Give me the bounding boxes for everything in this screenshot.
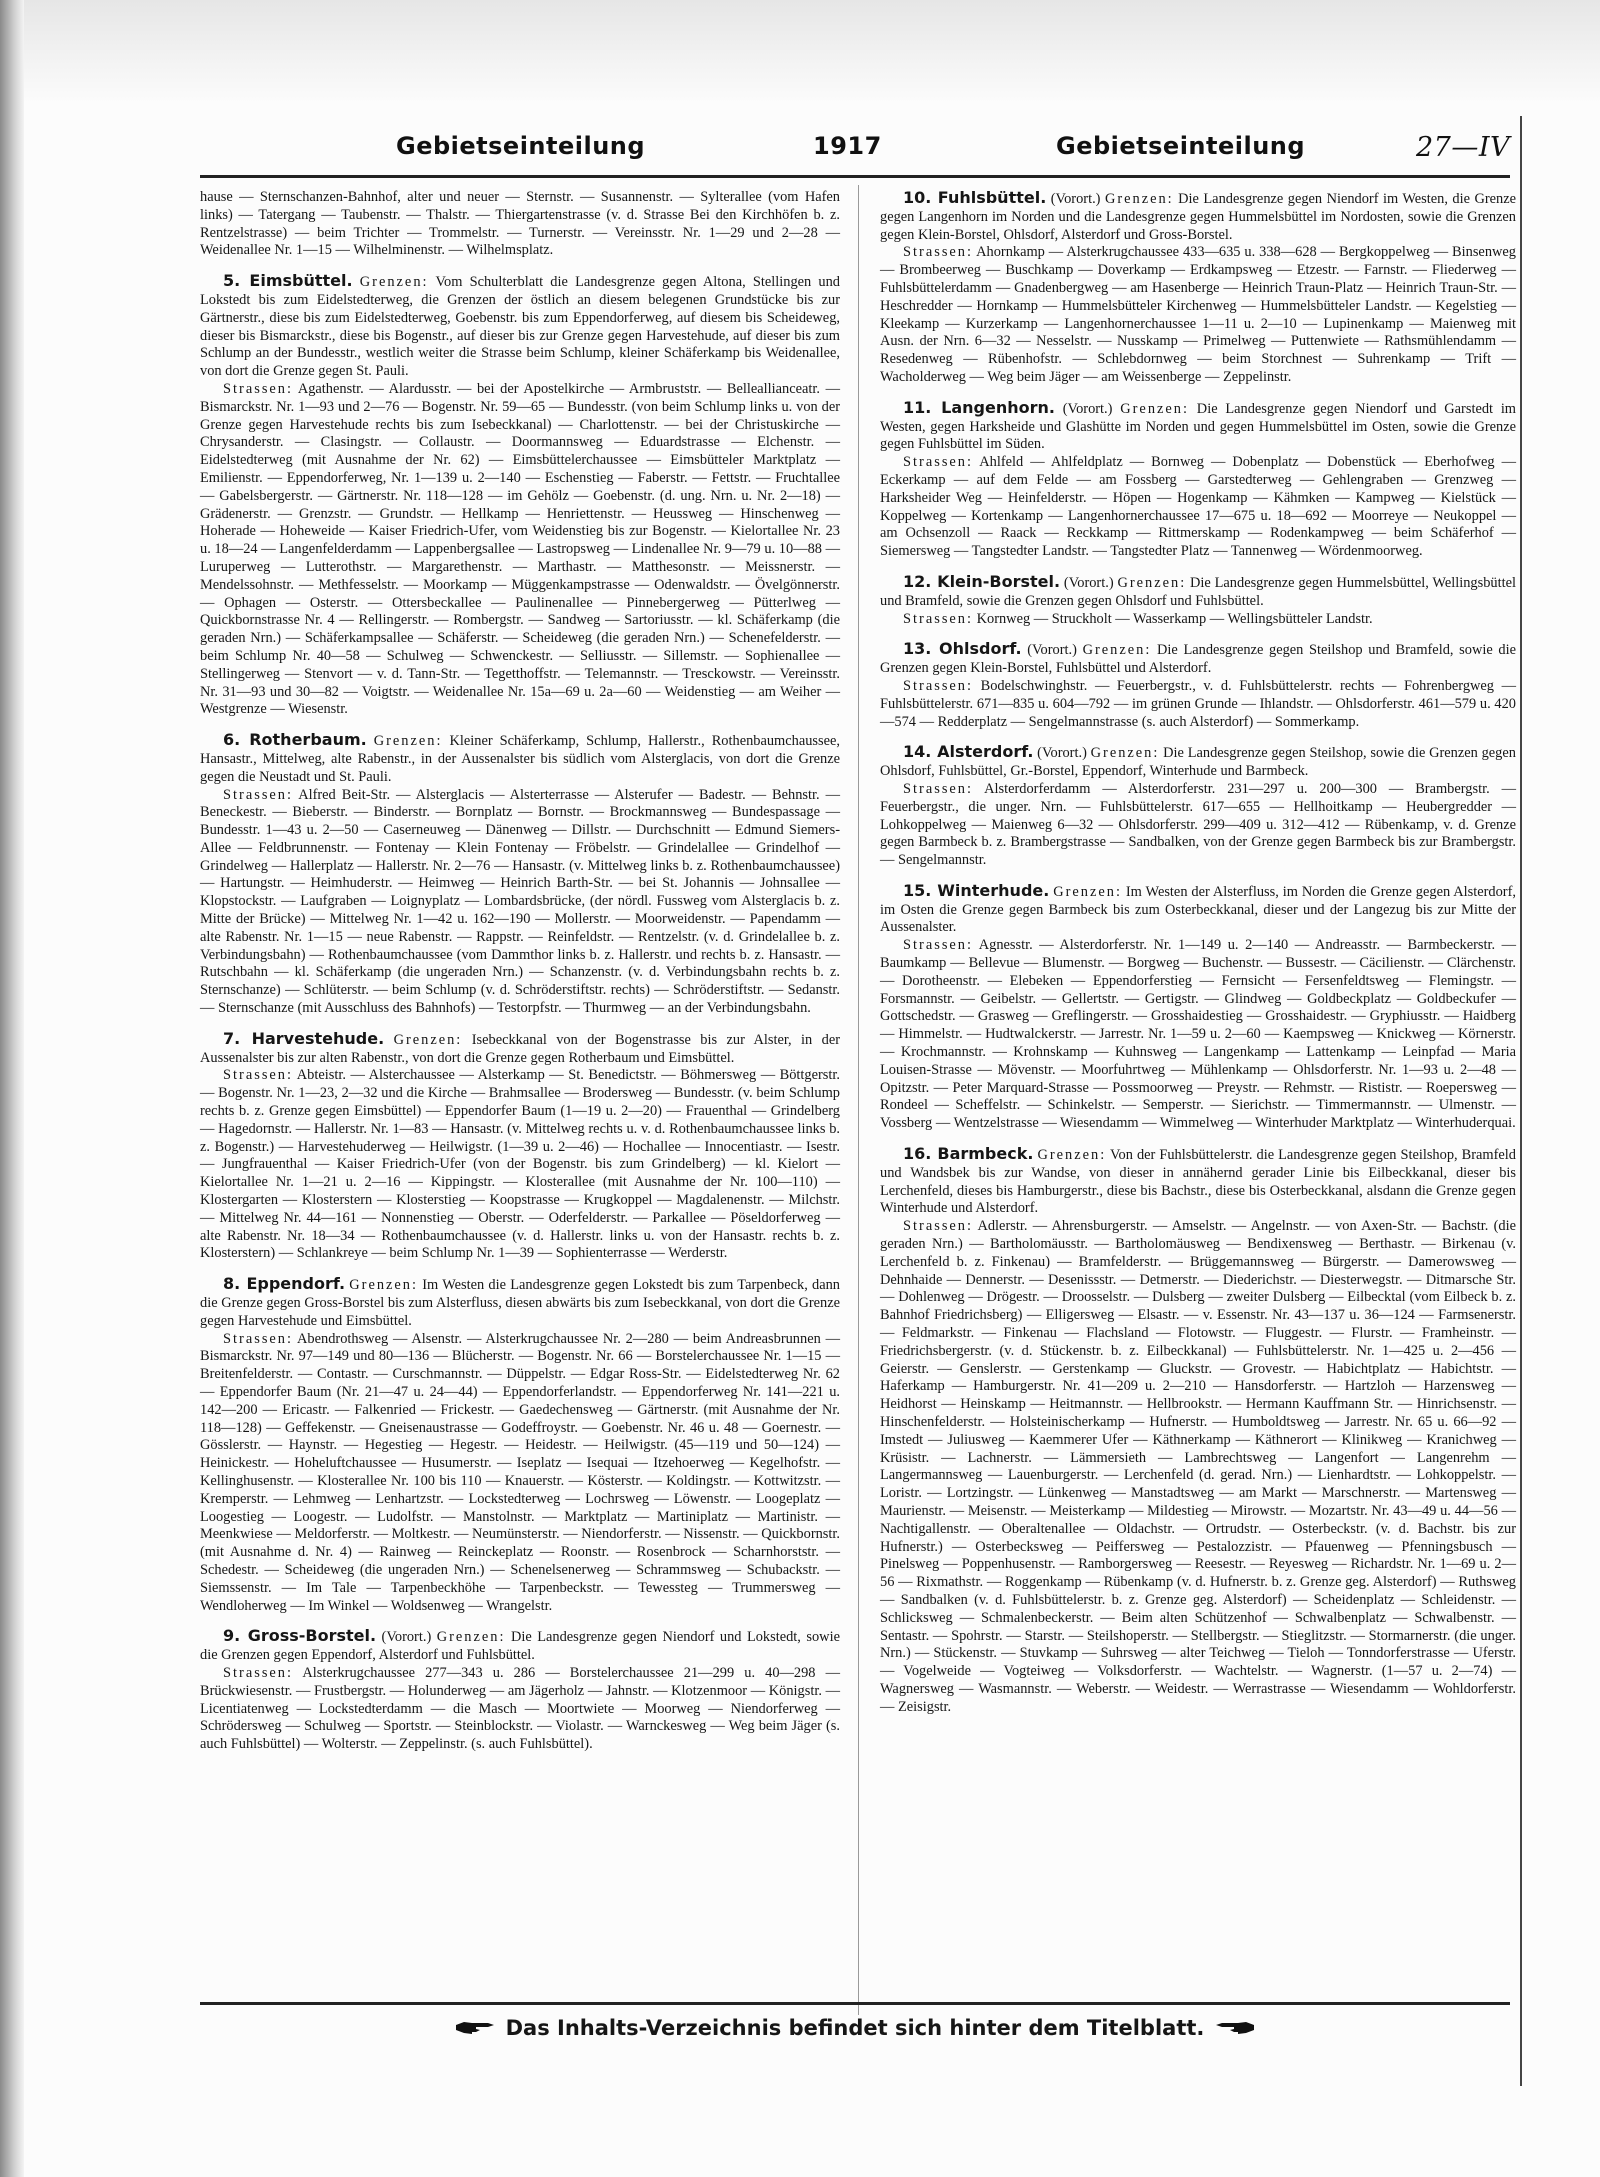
district-title: 9. Gross-Borstel.	[223, 1626, 377, 1646]
district-borders	[880, 189, 1516, 244]
district-borders	[880, 640, 1516, 678]
district-borders	[880, 399, 1516, 454]
district-streets	[880, 611, 1516, 629]
pointing-hand-right-icon	[454, 2017, 498, 2042]
scan-shadow-top	[0, 0, 1600, 104]
borders-text: Die Landesgrenze gegen Niendorf im Westen, die Grenze gegen Langenhorn im Norden und die Landesgrenze gegen Hummelsbüttel im Nordosten, sowie die Grenzen gegen Klein-Borstel, Ohlsdorf, Alsterdorf und Gross-Borstel.	[880, 191, 1517, 243]
borders-text: Im Westen die Landesgrenze gegen Lokstedt bis zum Tarpenbeck, dann die Grenze gegen Gross-Borstel bis zum Alsterfluss, diesen abwärts bis zum Isebeckkanal, von dort die Grenze gegen Harvestehude und Eimsbüttel.	[200, 1277, 841, 1329]
streets-text: Alfred Beit-Str. — Alsterglacis — Alsterterrasse — Alsterufer — Badestr. — Behnstr. — Beneckestr. — Bieberstr. — Binderstr. — Bornplatz — Bornstr. — Brockmannsweg — Bundespassage — Bundesstr. 1—43 u. 2—50 — Caserneuweg — Dänenweg — Dillstr. — Durchschnitt — Edmund Siemers-Allee — Feldbrunnenstr. — Fontenay — Klein Fontenay — Fröbelstr. — Grindelallee — Grindelhof — Grindelweg — Hallerplatz — Hallerstr. Nr. 2—76 — Hansastr. (v. Mittelweg links b. z. Rothenbaumchaussee) — Hartungstr. — Heimhuderstr. — Heimweg — Heinrich Barth-Str. — bei St. Johannis — Johnsallee — Klopstockstr. — Laufgraben — Loignyplatz — Lombardsbrücke, (der nördl. Fussweg vom Alsterglacis b. z. Mitte der Brücke) — Mittelweg Nr. 1—42 u. 162—190 — Mollerstr. — Moorweidenstr. — Papendamm — alte Rabenstr. Nr. 1—15 — neue Rabenstr. — Rappstr. — Reinfeldstr. — Rentzelstr. (v. d. Grindelallee b. z. Verbindungsbahn) — Rothenbaumchaussee (vom Dammthor links b. z. Hallerstr. und rechts b. z. Hansastr. — Rutschbahn — kl. Schäferkamp (die ungeraden Nrn.) — Schanzenstr. (v. d. Verbindungsbahn rechts b. z. Sternschanze) — Schlüterstr. — beim Schlump (v. d. Schröderstiftstr. rechts) — Schröderstiftstr. — Sedanstr. — Sternschanze (mit Ausschluss des Bahnhofs) — Testorpfstr. — Thurmweg — an der Verbindungsbahn.	[200, 786, 840, 1017]
district-streets	[200, 1331, 840, 1616]
page-header	[200, 132, 1510, 172]
district-title: 10. Fuhlsbüttel.	[903, 188, 1047, 207]
district-borders	[880, 573, 1516, 611]
district-section-winterhude	[880, 882, 1516, 1133]
district-streets	[200, 787, 840, 1018]
district-prefix: (Vorort.)	[1062, 400, 1113, 417]
district-title: 14. Alsterdorf.	[903, 742, 1034, 762]
borders-text: Isebeckkanal von der Bogenstrasse bis zur Alster, in der Aussenalster bis zur alten Rabenstr., von dort die Grenze gegen Rotherbaum und Eimsbüttel.	[200, 1031, 841, 1066]
streets-label: Strassen:	[223, 1330, 293, 1347]
borders-label: Grenzen:	[1117, 574, 1187, 591]
district-streets	[880, 678, 1516, 731]
district-borders	[200, 1627, 840, 1665]
district-streets	[880, 1218, 1516, 1716]
district-title: 12. Klein-Borstel.	[903, 571, 1061, 591]
header-center-title: Gebietseinteilung	[1056, 132, 1306, 160]
borders-text: Kleiner Schäferkamp, Schlump, Hallerstr., Rothenbaumchaussee, Hansastr., Mittelweg, alte Rabenstr., in der Aussenalster bis südlich vom Alsterglacis, von dort die Grenze gegen die Neustadt und St. Pauli.	[200, 733, 840, 785]
borders-text: Die Landesgrenze gegen Steilshop, sowie die Grenzen gegen Ohlsdorf, Fuhlsbüttel, Gr.-Borstel, Eppendorf, Winterhude und Barmbeck.	[880, 745, 1516, 780]
borders-label: Grenzen:	[1037, 1147, 1107, 1164]
district-section-eimsbuettel	[200, 272, 840, 719]
borders-label: Grenzen:	[1082, 642, 1152, 659]
district-borders	[880, 882, 1516, 937]
borders-label: Grenzen:	[1120, 400, 1189, 417]
district-prefix: (Vorort.)	[1063, 574, 1114, 591]
district-title: 11. Langenhorn.	[903, 397, 1055, 417]
district-prefix: (Vorort.)	[1037, 745, 1087, 762]
streets-label: Strassen:	[223, 380, 293, 397]
borders-label: Grenzen:	[393, 1031, 463, 1048]
district-prefix: (Vorort.)	[1050, 191, 1101, 207]
district-borders	[880, 1145, 1516, 1218]
borders-text: Von der Fuhlsbüttelerstr. die Landesgrenze gegen Steilshop, Bramfeld und Wandsbek bis zur Wandse, von dieser in annähernd gerader Linie bis Eilbeckkanal, dieser bis Lerchenfeld, dieses bis Hamburgerstr., diese bis Bachstr., diese bis Osterbeckkanal, alsdann die Grenze gegen Winterhude und Alsterdorf.	[880, 1147, 1516, 1217]
district-section-barmbeck	[880, 1145, 1516, 1717]
borders-text: Die Landesgrenze gegen Niendorf und Lokstedt, sowie die Grenzen gegen Eppendorf, Alsterdorf und Fuhlsbüttel.	[200, 1629, 840, 1664]
borders-label: Grenzen:	[1104, 191, 1174, 207]
streets-text: Bodelschwinghstr. — Feuerbergstr., v. d. Fuhlsbüttelerstr. rechts — Fohrenbergweg — Fuhlsbüttelerstr. 671—835 u. 604—792 — im grünen Grunde — Ihlandstr. — Ohlsdorferstr. 461—579 u. 420—574 — Redderplatz — Sengelmannstrasse (s. auch Alsterdorf) — Sommerkamp.	[880, 677, 1516, 730]
borders-label: Grenzen:	[1053, 883, 1122, 900]
district-borders	[200, 731, 840, 786]
streets-label: Strassen:	[903, 610, 973, 627]
district-streets	[880, 454, 1516, 561]
left-column	[200, 189, 840, 1766]
borders-label: Grenzen:	[1090, 745, 1160, 762]
continuation-text: hause — Sternschanzen-Bahnhof, alter und neuer — Sternstr. — Susannenstr. — Sylterallee (vom Hafen links) — Tatergang — Taubenstr. — Thalstr. — Thiergartenstrasse (v. d. Strasse Bei den Kirchhöfen b. z. Rentzelstrasse) — beim Trichter — Trommelstr. — Turnerstr. — Vereinsstr. Nr. 1—29 und 2—28 — Weidenallee Nr. 1—15 — Wilhelminenstr. — Wilhelmsplatz.	[200, 189, 840, 259]
district-streets	[200, 1067, 840, 1263]
header-year: 1917	[813, 132, 882, 160]
streets-label: Strassen:	[903, 1218, 973, 1235]
streets-text: Abendrothsweg — Alsenstr. — Alsterkrugchaussee Nr. 2—280 — beim Andreasbrunnen — Bismarckstr. Nr. 97—149 und 80—136 — Blücherstr. — Bogenstr. Nr. 66 — Borstelerchaussee Nr. 1—15 — Breitenfelderstr. — Contastr. — Curschmannstr. — Düppelstr. — Edgar Ross-Str. — Eidelstedterweg Nr. 62 — Eppendorfer Baum (Nr. 21—47 u. 24—44) — Eppendorferlandstr. — Eppendorferweg Nr. 141—221 u. 142—200 — Ericastr. — Falkenried — Frickestr. — Gaedechensweg — Gärtnerstr. (mit Ausnahme der Nr. 118—128) — Geffekenstr. — Gneisenaustrasse — Godeffroystr. — Goebenstr. Nr. 46 u. 48 — Goernestr. — Gösslerstr. — Haynstr. — Hegestieg — Hegestr. — Heidestr. — Heilwigstr. (45—119 und 50—124) — Heinickestr. — Hoheluftchaussee — Husumerstr. — Iseplatz — Isequai — Itzehoerweg — Kegelhofstr. — Kellinghusenstr. — Klosterallee Nr. 100 bis 110 — Knauerstr. — Kösterstr. — Koldingstr. — Kottwitzstr. — Kremperstr. — Lehmweg — Lenhartzstr. — Lockstedterweg — Lochrsweg — Löwenstr. — Loogeplatz — Loogestieg — Loogestr. — Ludolfstr. — Manstolnstr. — Marktplatz — Martiniplatz — Martinistr. — Meenkwiese — Meldorferstr. — Moltkestr. — Neumünsterstr. — Niendorferstr. — Nissenstr. — Quickbornstr. (mit Ausnahme d. Nr. 4) — Rainweg — Reinckeplatz — Roonstr. — Rosenbrock — Scharnhorststr. — Schedestr. — Scheideweg (die ungeraden Nrn.) — Schenelsenerweg — Schrammsweg — Schubackstr. — Siemssenstr. — Im Tale — Tarpenbeckhöhe — Tarpenbeckstr. — Tewessteg — Trummersweg — Wendloherweg — Im Winkel — Woldsenweg — Wrangelstr.	[200, 1330, 840, 1614]
streets-label: Strassen:	[223, 1067, 293, 1084]
borders-label: Grenzen:	[349, 1277, 419, 1294]
borders-text: Vom Schulterblatt die Landesgrenze gegen Altona, Stellingen und Lokstedt bis zum Eidelstedterweg, die Grenzen der östlich an diesem belegenen Grundstücke bis zur Gärtnerstr., diese bis zum Eidelstedterweg, Goebenstr. bis zum Eppendorferweg, auf diesem bis Scheideweg, dieser bis Bismarckstr., diese bis Bogenstr., auf dieser bis zur Grenze gegen Harvestehude, auf dieser bis zum Schlump an der Bundesstr., westlich weiter die Strasse beim Schlump, kleiner Schäferkamp bis Weidenallee, von dort die Grenze gegen St. Pauli.	[200, 274, 840, 380]
streets-text: Agathenstr. — Alardusstr. — bei der Apostelkirche — Armbruststr. — Belleallianceatr. — Bismarckstr. Nr. 1—93 und 2—76 — Bogenstr. Nr. 59—65 — Bundesstr. (von beim Schlump links u. von der Grenze gegen Harvestehude rechts bis zum Isebeckkanal) — Charlottenstr. — bei der Christuskirche — Chrysanderstr. — Clasingstr. — Collaustr. — Doormannsweg — Eduardstrasse — Elchenstr. — Eidelstedterweg (mit Ausnahme der Nr. 62) — Eimsbüttelerchaussee — Eimsbütteler Marktplatz — Emilienstr. — Eppendorferweg, Nr. 1—139 u. 2—140 — Eschenstieg — Faberstr. — Fettstr. — Fruchtallee — Gabelsbergerstr. — Gärtnerstr. Nr. 118—128 — im Gehölz — Goebenstr. (d. ung. Nrn. u. Nr. 2—18) — Grädenerstr. — Grenzstr. — Grundstr. — Hellkamp — Henriettenstr. — Heussweg — Hinschenweg — Hoherade — Hoheweide — Kaiser Friedrich-Ufer, vom Weidenstieg bis zur Bogenstr. — Kielortallee Nr. 23 u. 18—24 — Langenfelderdamm — Lappenbergsallee — Lastropsweg — Lindenallee Nr. 9—79 u. 10—88 — Luruperweg — Lutterothstr. — Margarethenstr. — Marthastr. — Matthesonstr. — Meissnerstr. — Mendelssohnstr. — Methfesselstr. — Moorkamp — Müggenkampstrasse — Odenwaldstr. — Övelgönnerstr. — Ophagen — Osterstr. — Ottersbeckallee — Paulinenallee — Pinnebergerweg — Pütterlweg — Quickbornstrasse Nr. 4 — Rellingerstr. — Rombergstr. — Sandweg — Sartoriusstr. — kl. Schäferkamp (die geraden Nrn.) — Schäferkampsallee — Schäferstr. — Scheideweg (die geraden Nrn.) — Schenefelderstr. — beim Schlump Nr. 40—58 — Schulweg — Schwenckestr. — Selliusstr. — Sillemstr. — Sophienallee — Stellingerweg — Stenvort — v. d. Tann-Str. — Tegetthoffstr. — Telemannstr. — Tresckowstr. — Vereinsstr. Nr. 31—93 und 30—82 — Voigtstr. — Weidenallee Nr. 15a—69 u. 2a—60 — Weidenstieg — am Weiher — Westgrenze — Wiesenstr.	[200, 380, 840, 718]
district-section-harvestehude	[200, 1030, 840, 1263]
streets-text: Adlerstr. — Ahrensburgerstr. — Amselstr. — Angelnstr. — von Axen-Str. — Bachstr. (die geraden Nrn.) — Bartholomäusstr. — Bartholomäusweg — Bendixensweg — Berthastr. — Birkenau (v. Lerchenfeld b. z. Finkenau) — Bramfelderstr. — Brüggemannsweg — Bürgerstr. — Damerowsweg — Dehnhaide — Dennerstr. — Desenissstr. — Detmerstr. — Diederichstr. — Diesterwegstr. — Ditmarsche Str. — Dohlenweg — Drögestr. — Droosselstr. — Dulsberg — zweiter Dulsberg — Eilbecktal (vom Eilbeck b. z. Bahnhof Friedrichsberg) — Elligersweg — Elsastr. — v. Essenstr. Nr. 43—137 u. 36—124 — Farmsenerstr. — Feldmarkstr. — Finkenau — Flachsland — Flotowstr. — Fluggestr. — Flurstr. — Framheinstr. — Friedrichsbergerstr. (v. d. Stückenstr. b. z. Eilbeckkanal) — Fuhlsbüttelerstr. Nr. 1—425 u. 2—456 — Geierstr. — Genslerstr. — Gerstenkamp — Gluckstr. — Grovestr. — Habichtplatz — Habichtstr. — Haferkamp — Hamburgerstr. Nr. 41—209 u. 2—210 — Hansdorferstr. — Hartzloh — Harzensweg — Heidhorst — Heinskamp — Heitmannstr. — Hellbrookstr. — Hermann Kauffmann Str. — Hinrichsenstr. — Hinschenfelderstr. — Holsteinischerkamp — Hufnerstr. — Humboldtsweg — Jarrestr. Nr. 65 u. 66—92 — Imstedt — Juliusweg — Kaemmerer Ufer — Käthnerkamp — Käthnerort — Klinikweg — Kranichweg — Krüsistr. — Lachnerstr. — Lämmersieth — Lambrechtsweg — Langenfort — Langenrehm — Langermannsweg — Lauenburgerstr. — Lerchenfeld (d. gerad. Nrn.) — Lienhardtstr. — Lohkoppelstr. — Loristr. — Lortzingstr. — Lünkenweg — Manstadtsweg — am Markt — Marschnerstr. — Martensweg — Maurienstr. — Meisenstr. — Meisterkamp — Mildestieg — Mirowstr. — Mozartstr. Nr. 43—49 u. 44—56 — Nachtigallenstr. — Oberaltenallee — Oldachstr. — Ortrudstr. — Osterbeckstr. (v. d. Bachstr. bis zur Hufnerstr.) — Osterbecksweg — Peiffersweg — Pestalozzistr. — Pfauenweg — Pfenningsbusch — Pinelsweg — Poppenhusenstr. — Ramborgersweg — Reesestr. — Reyesweg — Richardstr. Nr. 1—69 u. 2—56 — Rixmathstr. — Roggenkamp — Rübenkamp (v. d. Hufnerstr. b. z. Grenze geg. Alsterdorf) — Ruthsweg — Sandbalken (v. d. Fuhlsbüttelerstr. b. z. Grenze geg. Alsterdorf) — Scheidenplatz — Schleidenstr. — Schlicksweg — Schmalenbeckerstr. — Beim alten Schützenhof — Schwalbenplatz — Schwalbenstr. — Sentastr. — Spohrstr. — Starstr. — Steilshoperstr. — Stellbergstr. — Stieglitzstr. — Stormarnerstr. (die unger. Nrn.) — Stückenstr. — Stuvkamp — Suhrsweg — alter Teichweg — Tieloh — Tonndorferstrasse — Uferstr. — Vogelweide — Vogteiweg — Volksdorferstr. — Wachtelstr. — Wagnerstr. (1—57 u. 2—74) — Wagnersweg — Wasmannstr. — Weberstr. — Weidestr. — Werrastrasse — Wiesendamm — Wohldorferstr. — Zeisigstr.	[880, 1218, 1516, 1715]
streets-text: Abteistr. — Alsterchaussee — Alsterkamp — St. Benedictstr. — Böhmersweg — Böttgerstr. — Bogenstr. Nr. 1—23, 2—32 und die Kirche — Brahmsallee — Brodersweg — Bundesstr. (v. beim Schlump rechts b. z. Grenze gegen Eimsbüttel) — Eppendorfer Baum (1—19 u. 2—20) — Frauenthal — Grindelberg — Hagedornstr. — Hallerstr. Nr. 1—83 — Hansastr. (v. Mittelweg rechts u. v. d. Rothenbaumchaussee links b. z. Bogenstr.) — Harvestehuderweg — Heilwigstr. (1—39 u. 2—46) — Hochallee — Innocentiastr. — Isestr. — Jungfrauenthal — Kaiser Friedrich-Ufer (von der Bogenstr. bis zum Grindelberg) — kl. Kielort — Kielortallee Nr. 1—21 u. 2—16 — Kippingstr. — Klosterallee (mit Ausnahme der Nr. 100—110) — Klostergarten — Klosterstern — Klosterstieg — Koopstrasse — Krugkoppel — Magdalenenstr. — Milchstr. — Mittelweg Nr. 44—161 — Nonnenstieg — Oberstr. — Oderfelderstr. — Parkallee — Pöseldorferweg — alte Rabenstr. Nr. 18—34 — Rothenbaumchaussee (v. d. Hallerstr. links u. von der Hansastr. rechts b. z. Klosterstern) — Schlankreye — beim Schlump Nr. 1—39 — Sophienterrasse — Werderstr.	[200, 1067, 840, 1262]
district-title: 5. Eimsbüttel.	[223, 271, 353, 291]
district-title: 7. Harvestehude.	[223, 1028, 385, 1048]
district-streets	[880, 937, 1516, 1133]
streets-label: Strassen:	[903, 780, 973, 797]
district-title: 16. Barmbeck.	[903, 1144, 1034, 1164]
streets-text: Alsterkrugchaussee 277—343 u. 286 — Borstelerchaussee 21—299 u. 40—298 — Brückwiesenstr. — Frustbergstr. — Holunderweg — am Jägerholz — Jahnstr. — Klotzenmoor — Königstr. — Licentiatenweg — Lockstedterdamm — die Masch — Moortwiete — Moorweg — Niendorferweg — Schrödersweg — Schulweg — Sportstr. — Steinblockstr. — Violastr. — Warnckesweg — Weg beim Jäger (s. auch Fuhlsbüttel) — Wolterstr. — Zeppelinstr. (s. auch Fuhlsbüttel).	[200, 1664, 840, 1753]
borders-label: Grenzen:	[373, 733, 443, 750]
streets-label: Strassen:	[223, 1664, 293, 1681]
borders-text: Im Westen der Alsterfluss, im Norden die Grenze gegen Alsterdorf, im Osten die Grenze gegen Barmbeck bis zum Osterbeckkanal, dieser und der Langezug bis zur Mitte der Aussenalster.	[880, 883, 1516, 936]
streets-text: Kornweg — Struckholt — Wasserkamp — Wellingsbütteler Landstr.	[976, 610, 1373, 627]
district-title: 8. Eppendorf.	[223, 1274, 346, 1294]
district-section-fuhlsbuettel	[880, 189, 1516, 387]
streets-label: Strassen:	[903, 937, 973, 954]
district-section-rotherbaum	[200, 731, 840, 1018]
borders-text: Die Landesgrenze gegen Steilshop und Bramfeld, sowie die Grenzen gegen Klein-Borstel, Fuhlsbüttel und Alsterdorf.	[880, 642, 1516, 677]
header-page-number: 27—IV	[1415, 132, 1510, 163]
district-section-langenhorn	[880, 399, 1516, 561]
district-prefix: (Vorort.)	[1027, 642, 1077, 659]
footer-text: Das Inhalts-Verzeichnis befindet sich hinter dem Titelblatt.	[505, 2016, 1205, 2040]
district-title: 13. Ohlsdorf.	[903, 639, 1022, 659]
district-streets	[200, 381, 840, 719]
right-column	[880, 189, 1516, 1729]
streets-text: Ahlfeld — Ahlfeldplatz — Bornweg — Dobenplatz — Dobenstück — Eberhofweg — Eckerkamp — auf dem Felde — am Fossberg — Garstedterweg — Gehlengraben — Grenzweg — Harksheider Weg — Heinfelderstr. — Höpen — Hogenkamp — Kähmken — Kampweg — Kielstück — Koppelweg — Kortenkamp — Langenhornerchaussee 17—675 u. 18—692 — Moorreye — Neukoppel — am Ochsenzoll — Raack — Reckkamp — Rittmerskamp — Rodenkampweg — beim Schäferhof — Siemersweg — Tangstedter Landstr. — Tangstedter Platz — Tannenweg — Wördenmoorweg.	[880, 454, 1516, 560]
borders-label: Grenzen:	[359, 274, 429, 291]
footer-rule	[200, 2002, 1510, 2005]
scan-shadow-left	[0, 0, 24, 2177]
district-streets	[200, 1665, 840, 1754]
district-section-gross-borstel	[200, 1627, 840, 1754]
district-prefix: (Vorort.)	[381, 1629, 432, 1646]
district-title: 6. Rotherbaum.	[223, 730, 367, 750]
district-title: 15. Winterhude.	[903, 880, 1050, 900]
district-streets	[880, 781, 1516, 870]
streets-label: Strassen:	[223, 786, 293, 803]
streets-text: Alsterdorferdamm — Alsterdorferstr. 231—297 u. 200—300 — Brambergstr. — Feuerbergstr., die unger. Nrn. — Fuhlsbüttelerstr. 617—655 — Hellhoitkamp — Heubergredder — Lohkoppelweg — Maienweg 6—32 — Ohlsdorferstr. 299—409 u. 312—412 — Rübenkamp, v. d. Grenze gegen Barmbeck b. z. Brambergstrasse — Sandbalken, von der Grenze gegen Barmbeck bis zur Brambergstr. — Sengelmannstr.	[880, 780, 1516, 869]
column-divider	[858, 185, 859, 2015]
district-section-alsterdorf	[880, 743, 1516, 870]
streets-text: Ahornkamp — Alsterkrugchaussee 433—635 u. 338—628 — Bergkoppelweg — Binsenweg — Brombeerweg — Buschkamp — Doverkamp — Erdkampsweg — Etzestr. — Farnstr. — Fliederweg — Fuhlsbüttelerdamm — Gnadenbergweg — am Hasenberge — Heinrich Traun-Platz — Heinrich Traun-Str. — Heschredder — Hornkamp — Hummelsbütteler Kirchenweg — Hummelsbütteler Landstr. — Kegelstieg — Kleekamp — Kurzerkamp — Langenhornerchaussee 1—11 u. 2—10 — Lupinenkamp — Maienweg mit Ausn. der Nrn. 6—32 — Nesselstr. — Nusskamp — Primelweg — Puttenwiete — Rathsmühlendamm — Resedenweg — Rübenhofstr. — Schlebdornweg — beim Storchnest — Suhrenkamp — Trift — Wacholderweg — Weg beim Jäger — am Weissenberge — Zeppelinstr.	[880, 244, 1516, 385]
district-section-eppendorf	[200, 1275, 840, 1615]
streets-label: Strassen:	[903, 677, 973, 694]
streets-label: Strassen:	[903, 454, 973, 471]
district-borders	[200, 1030, 840, 1068]
header-rule	[200, 175, 1510, 178]
district-borders	[200, 1275, 840, 1330]
footer-notice	[200, 2016, 1510, 2042]
district-section-ohlsdorf	[880, 640, 1516, 731]
streets-label: Strassen:	[903, 244, 973, 261]
page-right-rule	[1520, 116, 1522, 2086]
header-left-title: Gebietseinteilung	[396, 132, 646, 160]
borders-text: Die Landesgrenze gegen Niendorf und Garstedt im Westen, gegen Harksheide und Glashütte im Norden und gegen Hummelsbüttel im Osten, sowie die Grenze gegen Fuhlsbüttel im Süden.	[880, 400, 1517, 453]
district-borders	[200, 272, 840, 381]
streets-text: Agnesstr. — Alsterdorferstr. Nr. 1—149 u. 2—140 — Andreasstr. — Barmbeckerstr. — Baumkamp — Bellevue — Blumenstr. — Borgweg — Buchenstr. — Bussestr. — Cäcilienstr. — Clärchenstr. — Dorotheenstr. — Elebeken — Eppendorferstieg — Fernsicht — Fersenfeldtsweg — Flemingstr. — Forsmannstr. — Geibelstr. — Gellertstr. — Gertigstr. — Glindweg — Goldbeckplatz — Goldbeckufer — Gottschedstr. — Grasweg — Greflingerstr. — Grosshaidestieg — Grosshaidestr. — Gryphiusstr. — Haidberg — Himmelstr. — Hudtwalckerstr. — Jarrestr. Nr. 1—59 u. 2—60 — Kaempsweg — Knickweg — Körnerstr. — Krochmannstr. — Krohnskamp — Kuhnsweg — Langenkamp — Lattenkamp — Leinpfad — Maria Louisen-Strasse — Mövenstr. — Moorfuhrtweg — Mühlenkamp — Ohlsdorferstr. Nr. 1—93 u. 2—48 — Opitzstr. — Peter Marquard-Strasse — Possmoorweg — Preystr. — Rehmstr. — Rististr. — Roepersweg — Rondeel — Scheffelstr. — Schinkelstr. — Semperstr. — Sierichstr. — Timmermannstr. — Ulmenstr. — Vossberg — Wentzelstrasse — Wiesendamm — Wimmelweg — Winterhuder Marktplatz — Winterhuderquai.	[880, 937, 1516, 1132]
district-borders	[880, 743, 1516, 781]
district-section-klein-borstel	[880, 573, 1516, 628]
district-streets	[880, 244, 1516, 386]
borders-label: Grenzen:	[436, 1629, 506, 1646]
borders-text: Die Landesgrenze gegen Hummelsbüttel, Wellingsbüttel und Bramfeld, sowie die Grenzen gegen Ohlsdorf und Fuhlsbüttel.	[880, 574, 1516, 609]
pointing-hand-left-icon	[1212, 2017, 1256, 2042]
